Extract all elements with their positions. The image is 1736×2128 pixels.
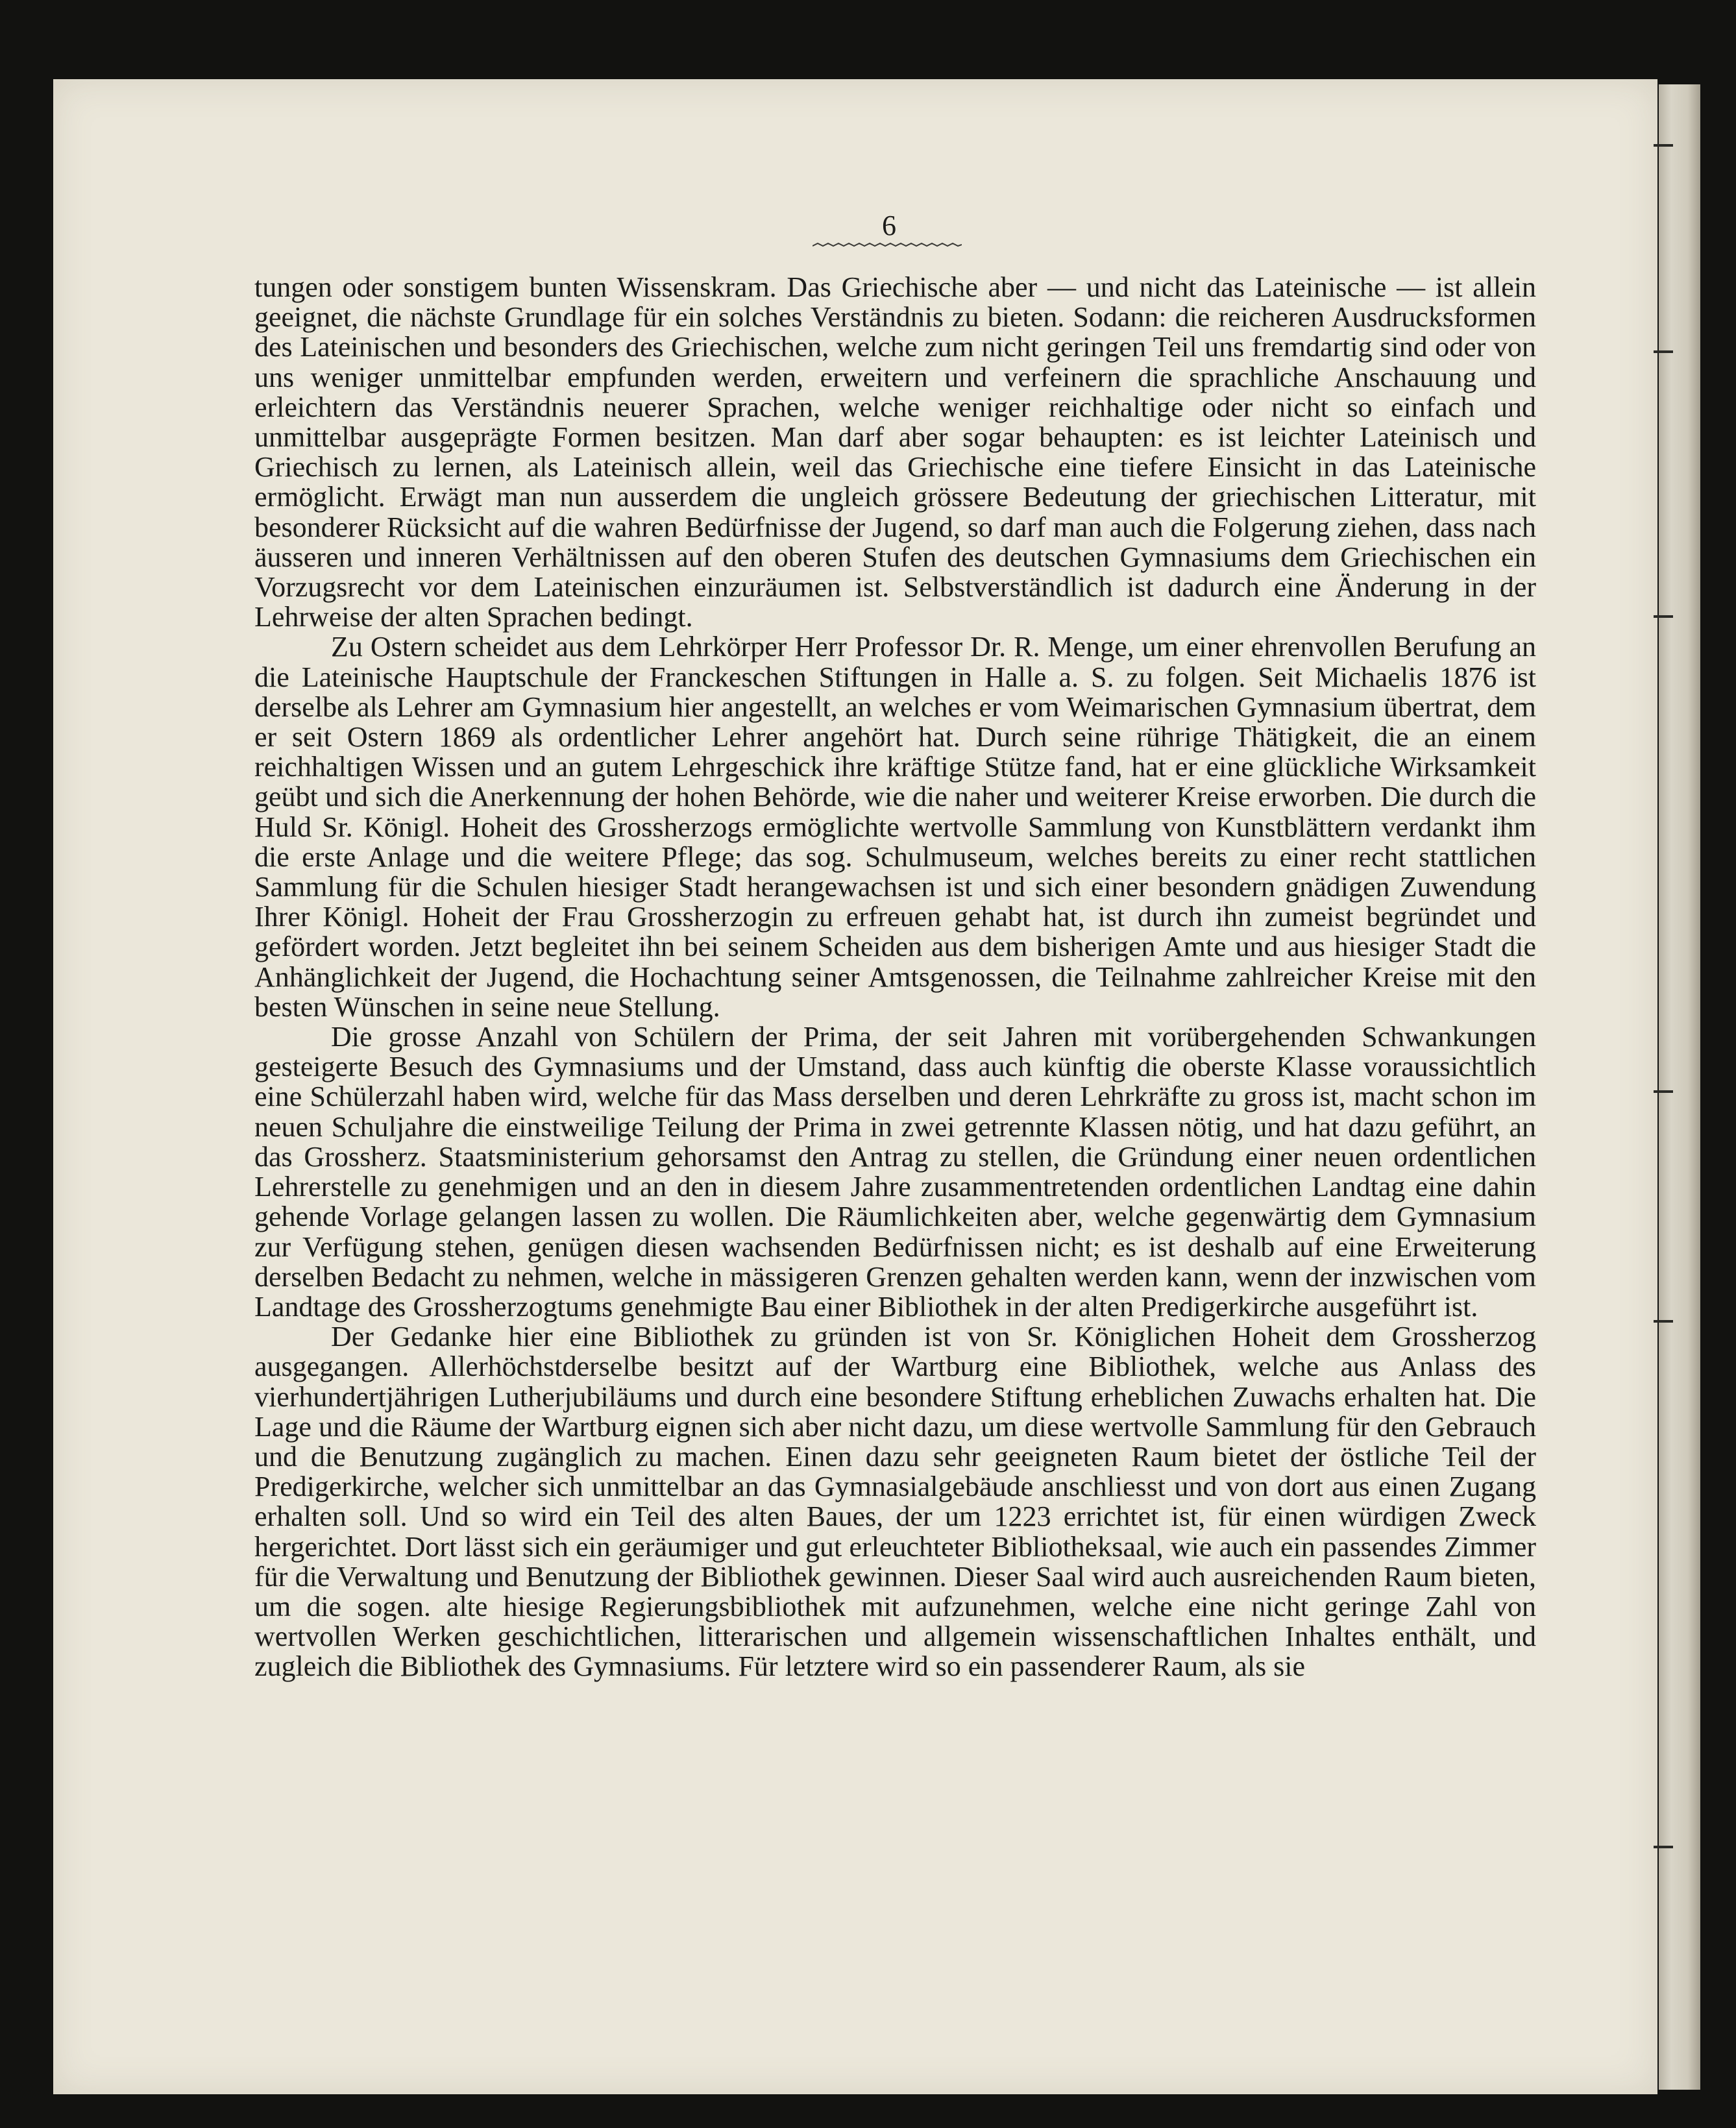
- paragraph-1: tungen oder sonstigem bunten Wissenskram. Das Griechische aber — und nicht das Lateinische — ist allein geeignet, die nächste Grundlage für ein solches Verständnis zu bieten. Sodann: die reicheren Ausdrucksformen des Lateinischen und besonders des Griechischen, welche zum nicht geringen Teil uns fremdartig sind oder von uns weniger unmittelbar empfunden werden, erweitern und verfeinern die sprachliche Anschauung und erleichtern das Verständnis neuerer Sprachen, welche weniger reichhaltige oder nicht so einfach und unmittelbar ausgeprägte Formen besitzen. Man darf aber sogar behaupten: es ist leichter Lateinisch und Griechisch zu lernen, als Lateinisch allein, weil das Griechische eine tiefere Einsicht in das Lateinische ermöglicht. Erwägt man nun ausserdem die ungleich grössere Bedeutung der griechischen Litteratur, mit besonderer Rücksicht auf die wahren Bedürfnisse der Jugend, so darf man auch die Folgerung ziehen, dass nach äusseren und inneren Verhältnissen auf den oberen Stufen des deutschen Gymnasiums dem Griechischen ein Vorzugsrecht vor dem Lateinischen einzuräumen ist. Selbstverständlich ist dadurch eine Änderung in der Lehrweise der alten Sprachen bedingt.: [254, 271, 1536, 633]
- edge-mark: [1654, 1320, 1673, 1323]
- body-text: [254, 273, 1536, 1682]
- edge-mark: [1654, 350, 1673, 353]
- paragraph-4: Der Gedanke hier eine Bibliothek zu gründen ist von Sr. Königlichen Hoheit dem Grossherzog ausgegangen. Allerhöchstderselbe besitzt auf der Wartburg eine Bibliothek, welche aus Anlass des vierhundertjährigen Lutherjubiläums und durch eine besondere Stiftung erheblichen Zuwachs erhalten hat. Die Lage und die Räume der Wartburg eignen sich aber nicht dazu, um diese wertvolle Sammlung für den Gebrauch und die Benutzung zugänglich zu machen. Einen dazu sehr geeigneten Raum bietet der östliche Teil der Predigerkirche, welcher sich unmittelbar an das Gymnasialgebäude anschliesst und von dort aus einen Zugang erhalten soll. Und so wird ein Teil des alten Baues, der um 1223 errichtet ist, für einen würdigen Zweck hergerichtet. Dort lässt sich ein geräumiger und gut erleuchteter Bibliotheksaal, wie auch ein passendes Zimmer für die Verwaltung und Benutzung der Bibliothek gewinnen. Dieser Saal wird auch ausreichenden Raum bieten, um die sogen. alte hiesige Regierungsbibliothek mit aufzunehmen, welche eine nicht geringe Zahl von wertvollen Werken geschichtlichen, litterarischen und allgemein wissenschaftlichen Inhaltes enthält, und zugleich die Bibliothek des Gymnasiums. Für letztere wird so ein passenderer Raum, als sie: [254, 1321, 1536, 1683]
- paragraph-2: Zu Ostern scheidet aus dem Lehrkörper Herr Professor Dr. R. Menge, um einer ehrenvollen Berufung an die Lateinische Hauptschule der Franckeschen Stiftungen in Halle a. S. zu folgen. Seit Michaelis 1876 ist derselbe als Lehrer am Gymnasium hier angestellt, an welches er vom Weimarischen Gymnasium übertrat, dem er seit Ostern 1869 als ordentlicher Lehrer angehört hat. Durch seine rührige Thätigkeit, die an einem reichhaltigen Wissen und an gutem Lehrgeschick ihre kräftige Stütze fand, hat er eine glückliche Wirksamkeit geübt und sich die Anerkennung der hohen Behörde, wie die naher und weiterer Kreise erworben. Die durch die Huld Sr. Königl. Hoheit des Grossherzogs ermöglichte wertvolle Sammlung von Kunstblättern verdankt ihm die erste Anlage und die weitere Pflege; das sog. Schulmuseum, welches bereits zu einer recht stattlichen Sammlung für die Schulen hiesiger Stadt herangewachsen ist und sich einer besondern gnädigen Zuwendung Ihrer Königl. Hoheit der Frau Grossherzogin zu erfreuen gehabt hat, ist durch ihn zumeist begründet und gefördert worden. Jetzt begleitet ihn bei seinem Scheiden aus dem bisherigen Amte und aus hiesiger Stadt die Anhänglichkeit der Jugend, die Hochachtung seiner Amtsgenossen, die Teilnahme zahlreicher Kreise mit den besten Wünschen in seine neue Stellung.: [254, 631, 1536, 1023]
- paragraph-3: Die grosse Anzahl von Schülern der Prima, der seit Jahren mit vorübergehenden Schwankungen gesteigerte Besuch des Gymnasiums und der Umstand, dass auch künftig die oberste Klasse voraussichtlich eine Schülerzahl haben wird, welche für das Mass derselben und deren Lehrkräfte zu gross ist, macht schon im neuen Schuljahre die einstweilige Teilung der Prima in zwei getrennte Klassen nötig, und hat dazu geführt, an das Grossherz. Staatsministerium gehorsamst den Antrag zu stellen, die Gründung einer neuen ordentlichen Lehrerstelle zu genehmigen und an den in diesem Jahre zusammentretenden ordentlichen Landtag eine dahin gehende Vorlage gelangen lassen zu wollen. Die Räumlichkeiten aber, welche gegenwärtig dem Gymnasium zur Verfügung stehen, genügen diesen wachsenden Bedürfnissen nicht; es ist deshalb auf eine Erweiterung derselben Bedacht zu nehmen, welche in mässigeren Grenzen gehalten werden kann, wenn der inzwischen vom Landtage des Grossherzogtums genehmigte Bau einer Bibliothek in der alten Predigerkirche ausgeführt ist.: [254, 1021, 1536, 1323]
- page-number: 6: [882, 210, 896, 241]
- adjacent-page-edge: [1659, 84, 1700, 2090]
- edge-mark: [1654, 1846, 1673, 1848]
- edge-mark: [1654, 144, 1673, 147]
- page-number-ornament: [813, 241, 962, 251]
- edge-mark: [1654, 615, 1673, 618]
- edge-mark: [1654, 1090, 1673, 1093]
